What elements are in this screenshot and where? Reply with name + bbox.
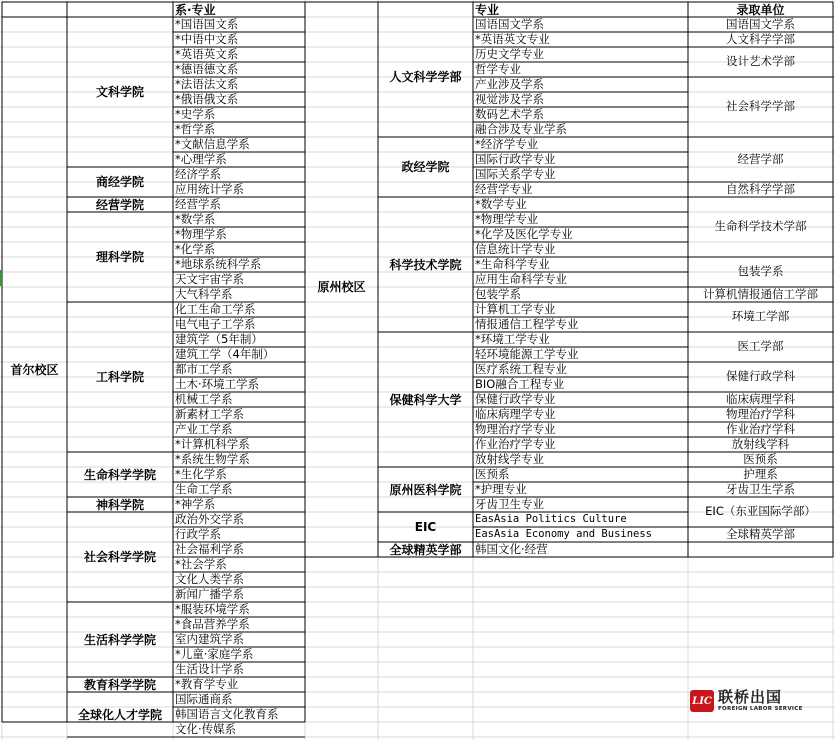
major-cell: *法语法文系 [175,77,239,91]
major-cell: *地球系统科学系 [175,257,262,271]
college-cell: 生命科学学院 [83,467,156,482]
major-cell: 应用生命科学专业 [475,272,567,286]
major-cell: *数学专业 [475,197,527,211]
unit-cell: 人文科学学部 [726,32,795,46]
unit-cell: 环境工学部 [731,309,790,324]
unit-cell: 临床病理学科 [726,392,795,406]
college-cell: 生活科学学院 [83,632,156,647]
major-cell: 新素材工学系 [175,407,244,421]
major-cell: 国际行政学专业 [475,152,556,166]
major-cell: BIO融合工程专业 [475,377,565,391]
major-cell: *生化学系 [175,467,227,481]
major-cell: *护理专业 [475,482,527,496]
major-cell: 建筑工学（4年制） [175,347,275,361]
unit-cell: 生命科学技术学部 [714,219,807,234]
major-cell: 应用统计学系 [175,182,244,196]
major-cell: *教育学专业 [175,677,239,691]
major-cell: *英语英文专业 [475,32,550,46]
major-cell: *服装环境学系 [175,602,250,616]
major-cell: 土木·环境工学系 [175,377,260,391]
college-cell: 原州医科学院 [389,482,462,497]
major-cell: 经济学系 [175,167,221,181]
unit-cell: 医预系 [743,452,778,466]
major-cell: 国际关系学专业 [475,167,556,181]
major-cell: EasAsia Economy and Business [475,528,653,541]
major-cell: *史学系 [175,107,216,121]
unit-cell: 自然科学学部 [726,182,795,196]
unit-cell: 计算机情报通信工学部 [703,287,818,301]
college-cell: 文科学院 [95,85,144,99]
major-cell: *食品营养学系 [175,617,250,631]
major-cell: 数码艺术学系 [475,107,544,121]
major-cell: 机械工学系 [175,392,233,406]
major-cell: 作业治疗学专业 [475,437,556,451]
major-cell: 国际通商系 [175,692,233,706]
major-cell: 信息统计学专业 [475,242,556,256]
major-cell: 医预系 [475,467,510,481]
major-cell: 政治外交学系 [175,512,244,526]
major-cell: 生命工学系 [175,482,233,496]
major-cell: 社会福利学系 [175,542,244,556]
left-header-major: 系·专业 [175,2,216,17]
major-cell: *物理学系 [175,227,227,241]
major-cell: 哲学专业 [475,62,521,76]
unit-cell: 放射线学科 [731,437,790,451]
unit-cell: 保健行政学科 [726,369,795,384]
major-cell: 建筑学（5年制） [175,332,263,346]
unit-cell: 医工学部 [737,339,784,354]
major-cell: 文化·传媒系 [175,722,237,736]
right-header-major: 专业 [475,2,500,17]
major-cell: EasAsia Politics Culture [475,513,627,526]
major-cell: *国语国文系 [175,17,239,31]
unit-cell: 国语国文学系 [726,17,795,31]
unit-cell: 包装学系 [737,264,784,279]
major-cell: 经营学专业 [475,182,533,196]
major-cell: 化工生命工学系 [175,302,256,316]
college-cell: 神科学院 [95,497,144,512]
major-cell: 情报通信工程学专业 [475,317,579,331]
right-campus: 原州校区 [317,280,366,294]
major-cell: 融合涉及专业学系 [475,122,567,136]
right-header-unit: 录取单位 [736,2,785,17]
major-cell: 计算机工学专业 [475,302,556,316]
major-cell: 室内建筑学系 [175,632,244,646]
logo-name-cn: 联桥出国 [718,687,783,706]
major-cell: *文献信息学系 [175,137,250,151]
major-cell: *哲学系 [175,122,216,136]
major-cell: 放射线学专业 [475,452,544,466]
college-cell: 全球精英学部 [389,542,462,557]
college-cell: 教育科学学院 [83,677,156,692]
major-cell: *神学系 [175,497,216,511]
major-cell: *系统生物学系 [175,452,250,466]
major-cell: 医疗系统工程专业 [475,362,567,376]
major-cell: 大气科学系 [175,287,233,301]
major-cell: *德语德文系 [175,62,239,76]
major-cell: *中语中文系 [175,32,239,46]
major-cell: *化学系 [175,242,216,256]
major-cell: 包装学系 [475,287,521,301]
major-cell: *计算机科学系 [175,437,250,451]
major-cell: 物理治疗学专业 [475,422,556,436]
major-cell: 生活设计学系 [175,662,244,676]
logo-name-en: FOREIGN LABOR SERVICE [718,705,803,712]
company-logo [690,686,815,716]
unit-cell: 设计艺术学部 [726,54,795,69]
major-cell: 保健行政学专业 [475,392,556,406]
college-cell: 政经学院 [401,160,450,174]
unit-cell: 全球精英学部 [726,527,795,541]
major-cell: 产业工学系 [175,422,233,436]
major-cell: *化学及医化学专业 [475,227,573,241]
major-cell: 视觉涉及学系 [475,92,544,106]
major-cell: 临床病理学专业 [475,407,556,421]
major-cell: 产业涉及学系 [475,77,544,91]
college-cell: 全球化人才学院 [77,707,162,722]
college-cell: 科学技术学院 [389,257,462,272]
major-cell: 行政学系 [175,527,221,541]
major-cell: 新闻广播学系 [175,587,244,601]
unit-cell: 物理治疗学科 [726,407,795,421]
major-cell: 电气电子工学系 [175,317,256,331]
major-cell: *社会学系 [175,557,227,571]
college-cell: 社会科学学院 [83,550,156,564]
major-cell: *生命科学专业 [475,257,550,271]
major-cell: 文化人类学系 [175,572,244,586]
unit-cell: 社会科学学部 [726,99,795,114]
major-cell: 轻环境能源工学专业 [475,347,579,361]
unit-cell: EIC（东亚国际学部） [705,504,816,519]
college-cell: 保健科学大学 [389,392,462,407]
major-cell: 韩国语言文化教育系 [175,707,279,721]
college-cell: 商经学院 [95,175,144,189]
college-cell: 工科学院 [95,370,144,384]
major-cell: *经济学专业 [475,137,539,151]
college-cell: 人文科学学部 [389,70,462,84]
major-cell: 国语国文学系 [475,17,544,31]
college-cell: 经营学院 [95,197,144,212]
major-cell: *俄语俄文系 [175,92,239,106]
unit-cell: 作业治疗学科 [726,422,795,436]
major-cell: *心理学系 [175,152,227,166]
major-cell: *英语英文系 [175,47,239,61]
major-cell: *儿童·家庭学系 [175,647,254,661]
major-cell: 天文宇宙学系 [175,272,244,286]
sheet-row-marker [0,270,2,286]
major-cell: 都市工学系 [175,362,233,376]
unit-cell: 经营学部 [737,151,784,166]
major-cell: 历史文学专业 [475,47,544,61]
unit-cell: 牙齿卫生学系 [726,482,795,496]
major-cell: *物理学专业 [475,212,539,226]
major-cell: 经营学系 [175,197,221,211]
logo-mark-icon: LIC [690,690,714,712]
college-cell: EIC [414,520,437,534]
unit-cell: 护理系 [743,467,778,481]
major-cell: *环境工学专业 [475,332,550,346]
college-cell: 理科学院 [95,250,144,264]
major-cell: *数学系 [175,212,216,226]
major-cell: 韩国文化·经营 [475,542,548,556]
left-campus: 首尔校区 [10,362,59,377]
major-cell: 牙齿卫生专业 [475,497,544,511]
